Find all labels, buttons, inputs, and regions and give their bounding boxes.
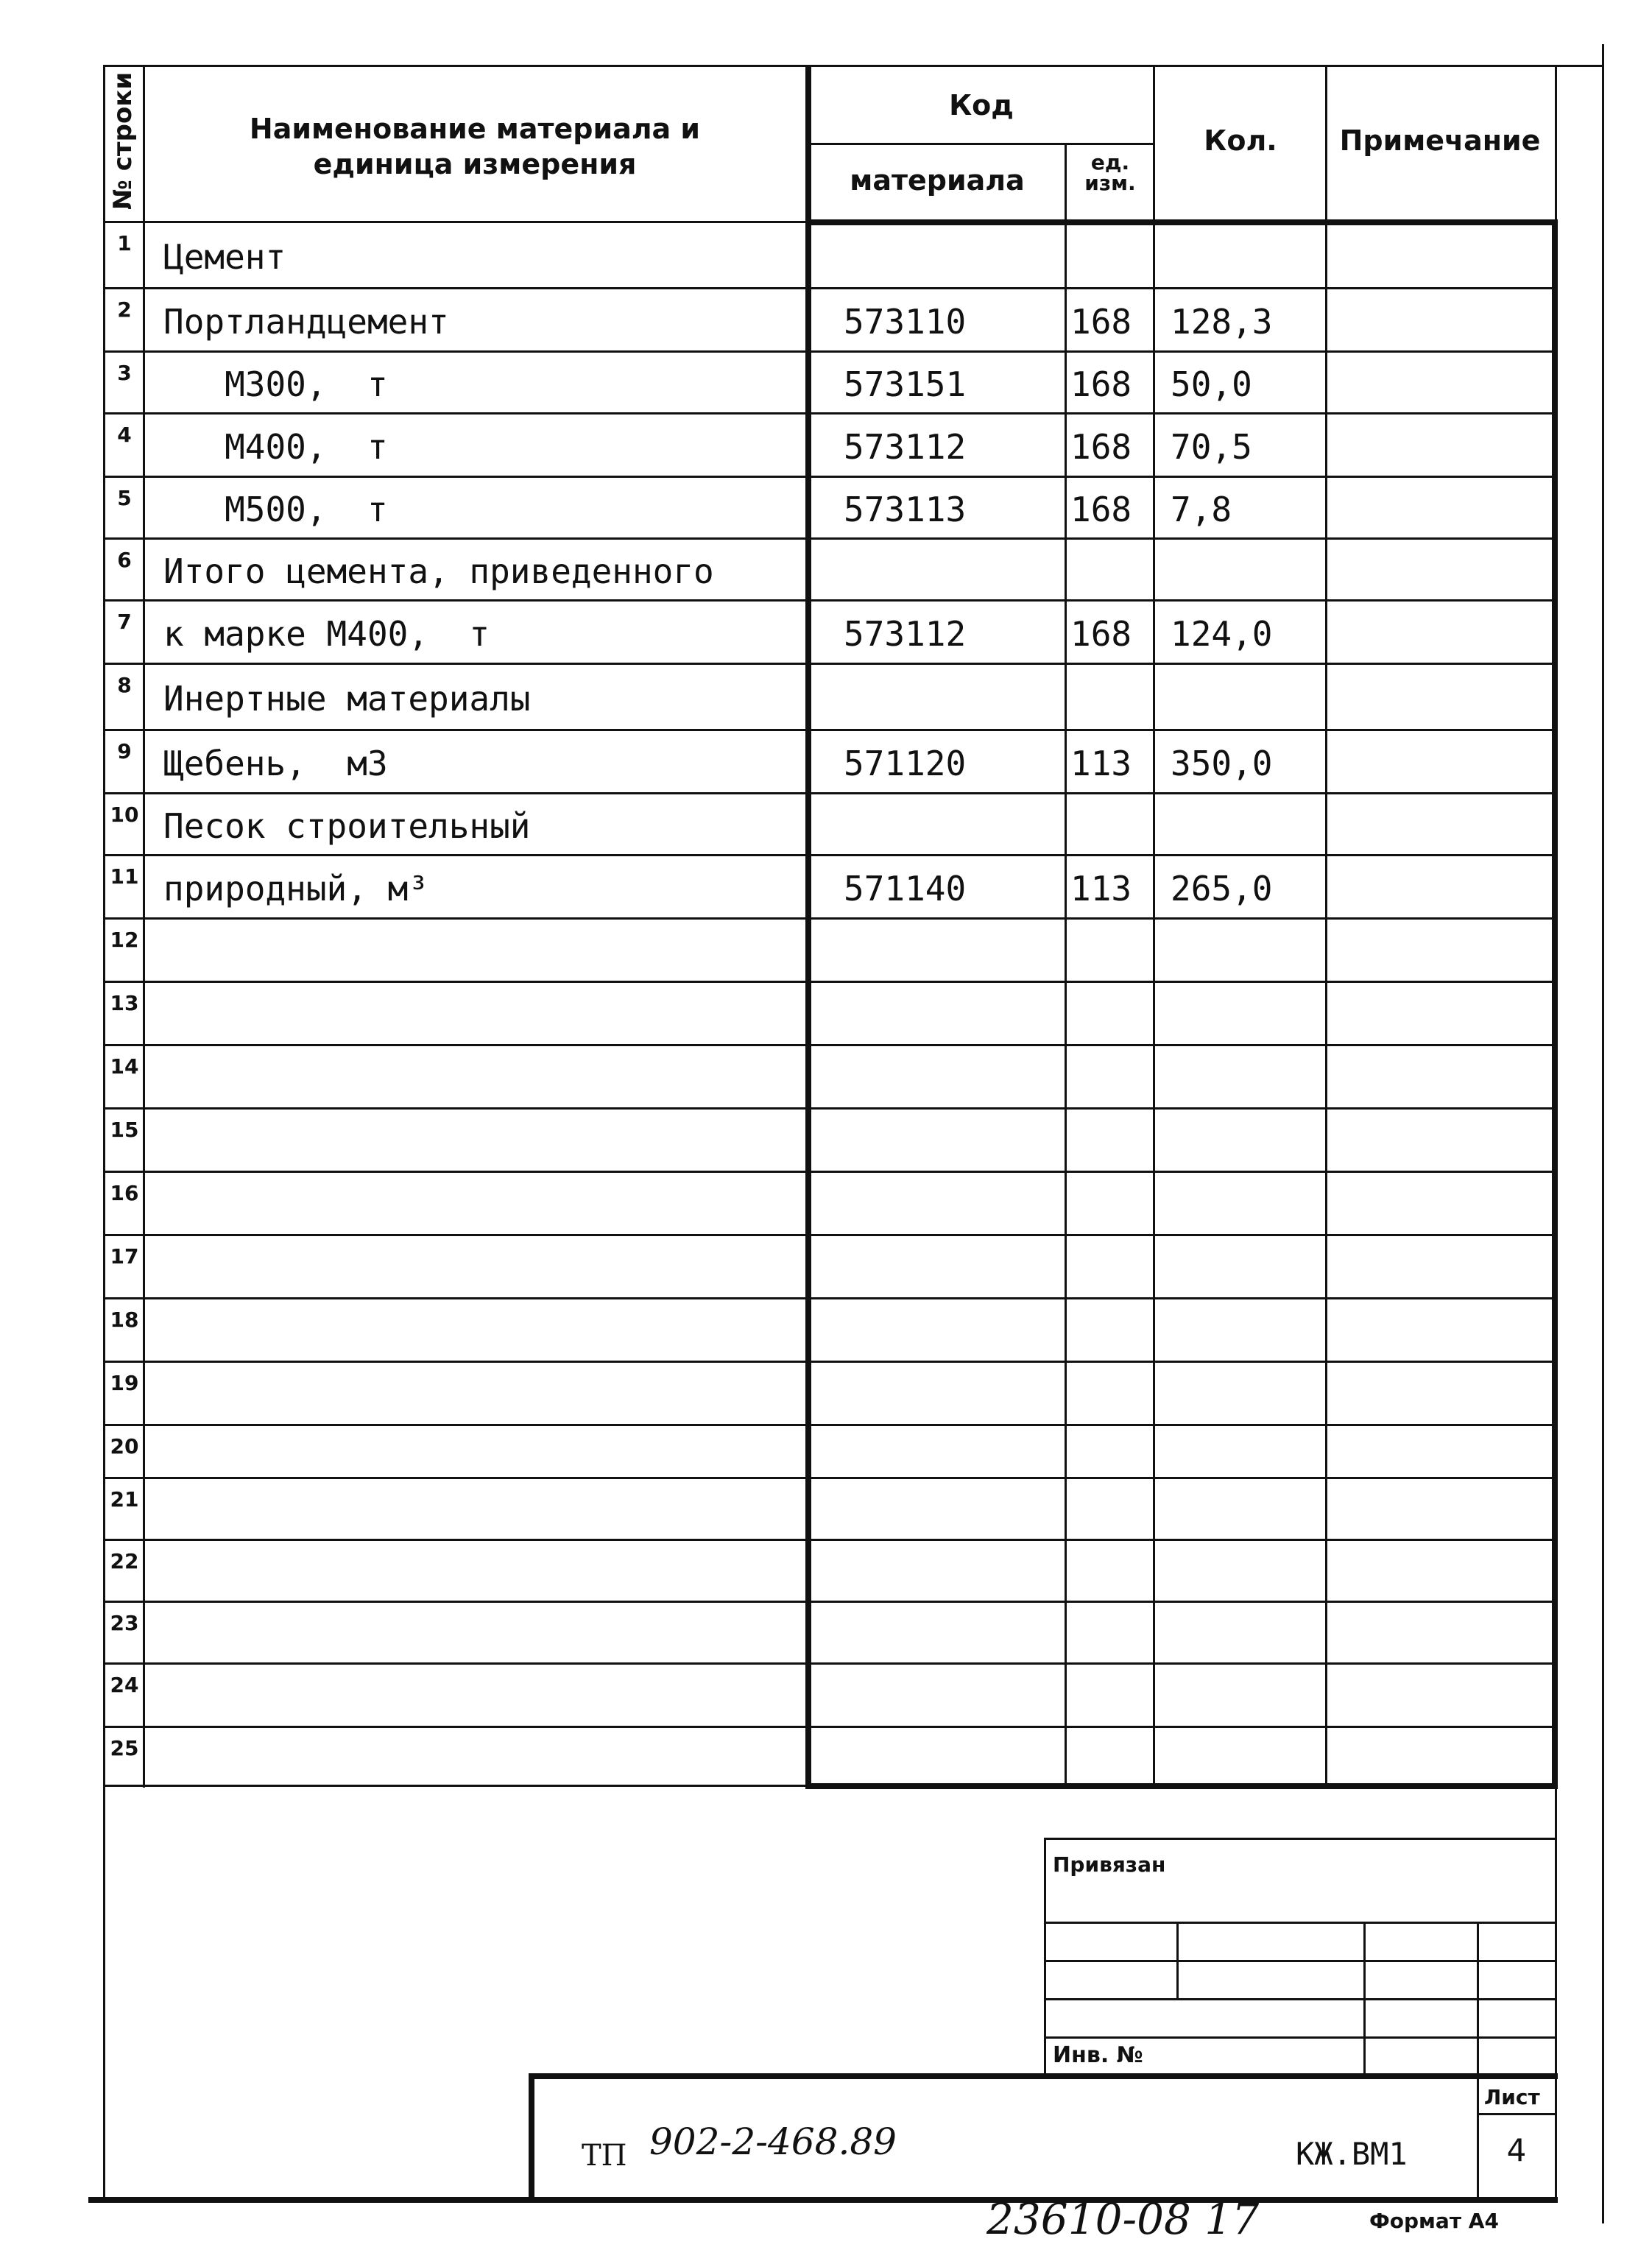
table-bottom-thick-line [805, 1783, 1558, 1789]
header-name-line1: Наименование материала и [249, 113, 701, 145]
row-name: Инертные материалы [163, 679, 531, 719]
row-separator [103, 1171, 1555, 1173]
row-number: 8 [117, 673, 132, 697]
header-code-material: материала [850, 164, 1025, 197]
row-material-code: 573151 [844, 364, 967, 404]
row-name: Цемент [163, 237, 286, 277]
row-material-code: 573112 [844, 427, 967, 467]
frame-left-line [103, 65, 105, 2200]
stamp-left-line [1044, 1838, 1046, 2076]
table-right-thick-line [1552, 219, 1558, 1788]
row-material-code: 573112 [844, 614, 967, 654]
row-quantity: 124,0 [1171, 614, 1273, 654]
row-separator [103, 792, 1555, 794]
header-name-line2: единица измерения [313, 148, 637, 180]
row-number: 24 [110, 1673, 139, 1697]
stamp-col-3 [1477, 1922, 1479, 2200]
doc-code: КЖ.ВМ1 [1296, 2136, 1408, 2172]
footer-handwritten-number: 23610-08 17 [986, 2194, 1260, 2244]
row-number: 23 [110, 1611, 139, 1635]
row-unit-code: 168 [1070, 427, 1132, 467]
row-name: Итого цемента, приведенного [163, 551, 714, 591]
stamp-col-2 [1363, 1922, 1366, 2075]
header-row-no: № строки [108, 71, 138, 210]
rownum-column-line [143, 65, 145, 1788]
row-number: 7 [117, 610, 132, 634]
row-separator [103, 599, 1555, 602]
row-number: 15 [110, 1118, 139, 1142]
titleblock-bottom-line [88, 2197, 1558, 2203]
header-note: Примечание [1339, 124, 1541, 157]
header-code-unit-2: изм. [1084, 171, 1136, 195]
row-material-code: 573113 [844, 490, 967, 529]
row-quantity: 7,8 [1171, 490, 1232, 529]
row-number: 5 [117, 486, 132, 510]
row-quantity: 128,3 [1171, 302, 1273, 342]
row-separator [103, 412, 1555, 415]
row-separator [103, 1662, 1555, 1665]
row-name: М300, т [163, 364, 388, 404]
row-separator [103, 1477, 1555, 1479]
row-name: Портландцемент [163, 302, 449, 342]
row-separator [103, 1297, 1555, 1299]
code-column-thick-line [805, 65, 811, 1788]
row-separator [103, 537, 1555, 540]
row-quantity: 350,0 [1171, 744, 1273, 783]
row-separator [103, 476, 1555, 478]
titleblock-top-line [529, 2073, 1558, 2079]
header-code: Код [949, 89, 1014, 121]
doc-prefix: ТП [582, 2139, 627, 2173]
table-bottom-line [103, 1785, 807, 1787]
row-material-code: 571140 [844, 869, 967, 909]
row-number: 13 [110, 991, 139, 1015]
row-number: 12 [110, 928, 139, 952]
row-separator [103, 1726, 1555, 1728]
row-unit-code: 168 [1070, 614, 1132, 654]
row-material-code: 571120 [844, 744, 967, 783]
row-number: 18 [110, 1308, 139, 1332]
row-number: 2 [117, 297, 132, 322]
row-number: 19 [110, 1371, 139, 1395]
stamp-col-1 [1176, 1922, 1179, 1998]
row-separator [103, 1044, 1555, 1046]
footer-format: Формат А4 [1369, 2209, 1499, 2233]
row-name: Песок строительный [163, 806, 531, 846]
row-separator [103, 1601, 1555, 1603]
row-number: 3 [117, 361, 132, 385]
code-subheader-line [810, 143, 1153, 145]
row-separator [103, 854, 1555, 856]
row-separator [103, 1361, 1555, 1363]
row-unit-code: 168 [1070, 490, 1132, 529]
row-separator [103, 663, 1555, 665]
row-quantity: 70,5 [1171, 427, 1252, 467]
row-name: М400, т [163, 427, 388, 467]
doc-number: 902-2-468.89 [649, 2120, 897, 2163]
row-number: 6 [117, 548, 132, 572]
row-number: 10 [110, 803, 139, 827]
row-number: 22 [110, 1549, 139, 1573]
header-bottom-line [103, 221, 807, 223]
stamp-top-line [1044, 1838, 1555, 1840]
row-separator [103, 729, 1555, 731]
row-separator [103, 287, 1555, 289]
row-name: Щебень, м3 [163, 744, 388, 783]
row-quantity: 50,0 [1171, 364, 1252, 404]
row-number: 20 [110, 1434, 139, 1458]
row-number: 25 [110, 1736, 139, 1760]
row-number: 21 [110, 1487, 139, 1512]
sheet-label-line [1477, 2113, 1555, 2115]
row-unit-code: 168 [1070, 364, 1132, 404]
row-material-code: 573110 [844, 302, 967, 342]
row-separator [103, 981, 1555, 983]
row-unit-code: 113 [1070, 869, 1132, 909]
row-number: 11 [110, 864, 139, 889]
titleblock-left-line [529, 2073, 534, 2200]
row-separator [103, 1539, 1555, 1541]
row-unit-code: 113 [1070, 744, 1132, 783]
row-number: 17 [110, 1244, 139, 1269]
row-number: 16 [110, 1181, 139, 1205]
row-name: М500, т [163, 490, 388, 529]
row-separator [103, 1107, 1555, 1110]
header-code-unit-1: ед. [1090, 150, 1130, 174]
row-separator [103, 1424, 1555, 1426]
sheet-label: Лист [1484, 2085, 1540, 2109]
stamp-privyazan: Привязан [1053, 1852, 1166, 1877]
row-number: 1 [117, 231, 132, 255]
header-qty: Кол. [1204, 124, 1277, 157]
row-separator [103, 917, 1555, 920]
note-column-line [1325, 65, 1327, 1788]
row-name: к марке М400, т [163, 614, 490, 654]
row-number: 9 [117, 739, 132, 763]
sheet-number: 4 [1506, 2132, 1527, 2168]
frame-top-line [103, 65, 1602, 67]
row-number: 14 [110, 1054, 139, 1079]
row-separator [103, 350, 1555, 353]
row-separator [103, 1234, 1555, 1236]
stamp-inv-no: Инв. № [1053, 2042, 1143, 2068]
row-number: 4 [117, 423, 132, 447]
row-unit-code: 168 [1070, 302, 1132, 342]
row-name: природный, м³ [163, 869, 429, 909]
header-bottom-thick-line [805, 219, 1558, 225]
row-quantity: 265,0 [1171, 869, 1273, 909]
qty-column-line [1153, 65, 1155, 1788]
frame-right-outer-line [1602, 44, 1604, 2223]
